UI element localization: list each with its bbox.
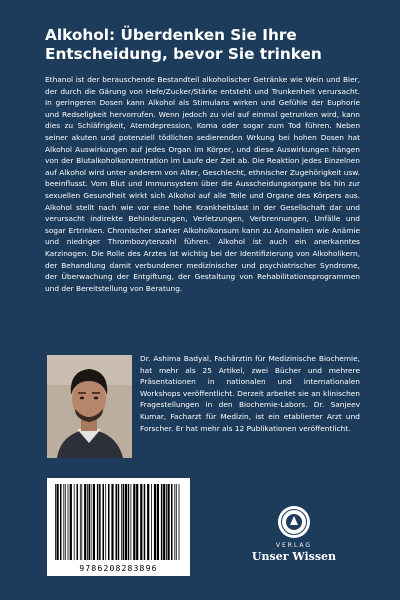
barcode-bar: [118, 484, 120, 560]
barcode-bar: [133, 484, 135, 560]
barcode-bar: [81, 484, 82, 560]
barcode-bar: [93, 484, 95, 560]
barcode-bar: [121, 484, 122, 560]
publisher-logo-icon: [277, 505, 311, 539]
author-bio: Dr. Ashima Badyal, Fachärztin für Medizinische Biochemie, hat mehr als 25 Artikel, zwei Bücher und mehrere Präsentationen in nationalen und internationalen Workshops veröffentlicht. Derzeit arbeitet sie an klinischen Fragestellungen in den Biochemie-Labors. Dr. Sanjeev Kumar, Facharzt für Medizin, ist ein etablierter Arzt und Forscher. Er hat mehr als 12 Publikationen veröffentlicht.: [140, 354, 360, 433]
author-portrait-icon: [47, 355, 132, 458]
barcode-bar: [103, 484, 105, 560]
barcode-bar: [171, 484, 173, 560]
book-description: Ethanol ist der berauschende Bestandteil alkoholischer Getränke wie Wein und Bier, der durch die Gärung von Hefe/Zucker/Stärke entsteht und Trunkenheit verursacht. In geringeren Dosen kann Alkohol als Stimulans wirken und Gefühle der Euphorie und Redseligkeit hervorrufen. Wenn jedoch zu viel auf einmal getrunken wird, kann dies zu Schläfrigkeit, Atemdepression, Koma oder sogar zum Tod führen. Neben seiner akuten und potenziell tödlichen sedierenden Wrkung bei hohen Dosen hat Alkohol Auswirkungen auf jedes Organ im Körper, und diese Auswirkungen hängen von der Blutalkoholkonzentration im Laufe der Zeit ab. Die Reaktion jedes Einzelnen auf Alkohol wird unter anderem von Alter, Geschlecht, ethnischer Zugehörigkeit usw. beeinflusst. Vom Blut und Immunsystem über die Ausscheidungsorgane bis hin zur sexuellen Gesundheit wirkt sich Alkohol auf alle Teile und Organe des Körpers aus. Alkohol stellt nach wie vor eine hohe Krankheitslast in der Gesellschaft dar und verursacht indirekte Behinderungen, Verletzungen, Verbrennungen, Unfälle und sogar Ertrinken. Chronischer starker Alkoholkonsum kann zu Anomalien wie Anämie und niedriger Thrombozytenzahl führen. Alkohol ist auch ein anerkanntes Karzinogen. Die Rolle des Arztes ist wichtig bei der Identifizierung von Alkoholikern, der Behandlung damit verbundener medizinischer und psychiatrischer Syndrome, der Überwachung der Entgiftung, der Gestaltung von Rehabilitationsprogrammen und der Bereitstellung von Beratung.: [45, 75, 360, 293]
publisher-mark: [244, 505, 344, 563]
barcode-bar: [97, 484, 99, 560]
barcode-bar: [84, 484, 86, 560]
barcode-bar: [57, 484, 59, 560]
author-photo: [47, 355, 132, 458]
barcode-bar: [176, 484, 177, 560]
barcode-bar: [70, 484, 72, 560]
barcode-bar: [147, 484, 149, 560]
barcode-bar: [105, 484, 106, 560]
barcode-bar: [157, 484, 159, 560]
barcode-bar: [179, 484, 180, 560]
barcode-bar: [123, 484, 125, 560]
barcode-bar: [151, 484, 152, 560]
barcode-icon: [53, 484, 184, 560]
barcode-bar: [140, 484, 142, 560]
publisher-name: Unser Wissen: [251, 550, 337, 563]
barcode-bar: [168, 484, 170, 560]
publisher-sub-label: VERLAG: [275, 542, 313, 549]
barcode-bar: [80, 484, 81, 560]
isbn-barcode: [47, 478, 190, 576]
barcode-bar: [154, 484, 156, 560]
barcode-bar: [55, 484, 56, 560]
barcode-bar: [108, 484, 110, 560]
barcode-bar: [60, 484, 62, 560]
barcode-bar: [174, 484, 175, 560]
barcode-bar: [89, 484, 91, 560]
barcode-bar: [99, 484, 101, 560]
barcode-bar: [74, 484, 75, 560]
barcode-bar: [116, 484, 118, 560]
barcode-bar: [144, 484, 146, 560]
barcode-bar: [161, 484, 163, 560]
barcode-bar: [163, 484, 165, 560]
barcode-bar: [166, 484, 167, 560]
barcode-bar: [65, 484, 66, 560]
barcode-bar: [125, 484, 127, 560]
isbn-number: 9786208283896: [79, 564, 158, 573]
book-title: Alkohol: Überdenken Sie Ihre Entscheidung, bevor Sie trinken: [45, 26, 322, 63]
barcode-bar: [131, 484, 132, 560]
barcode-bar: [87, 484, 88, 560]
barcode-bar: [77, 484, 79, 560]
barcode-bar: [68, 484, 69, 560]
barcode-bar: [91, 484, 92, 560]
barcode-bar: [63, 484, 64, 560]
barcode-bar: [111, 484, 113, 560]
barcode-bar: [136, 484, 138, 560]
barcode-bar: [128, 484, 130, 560]
